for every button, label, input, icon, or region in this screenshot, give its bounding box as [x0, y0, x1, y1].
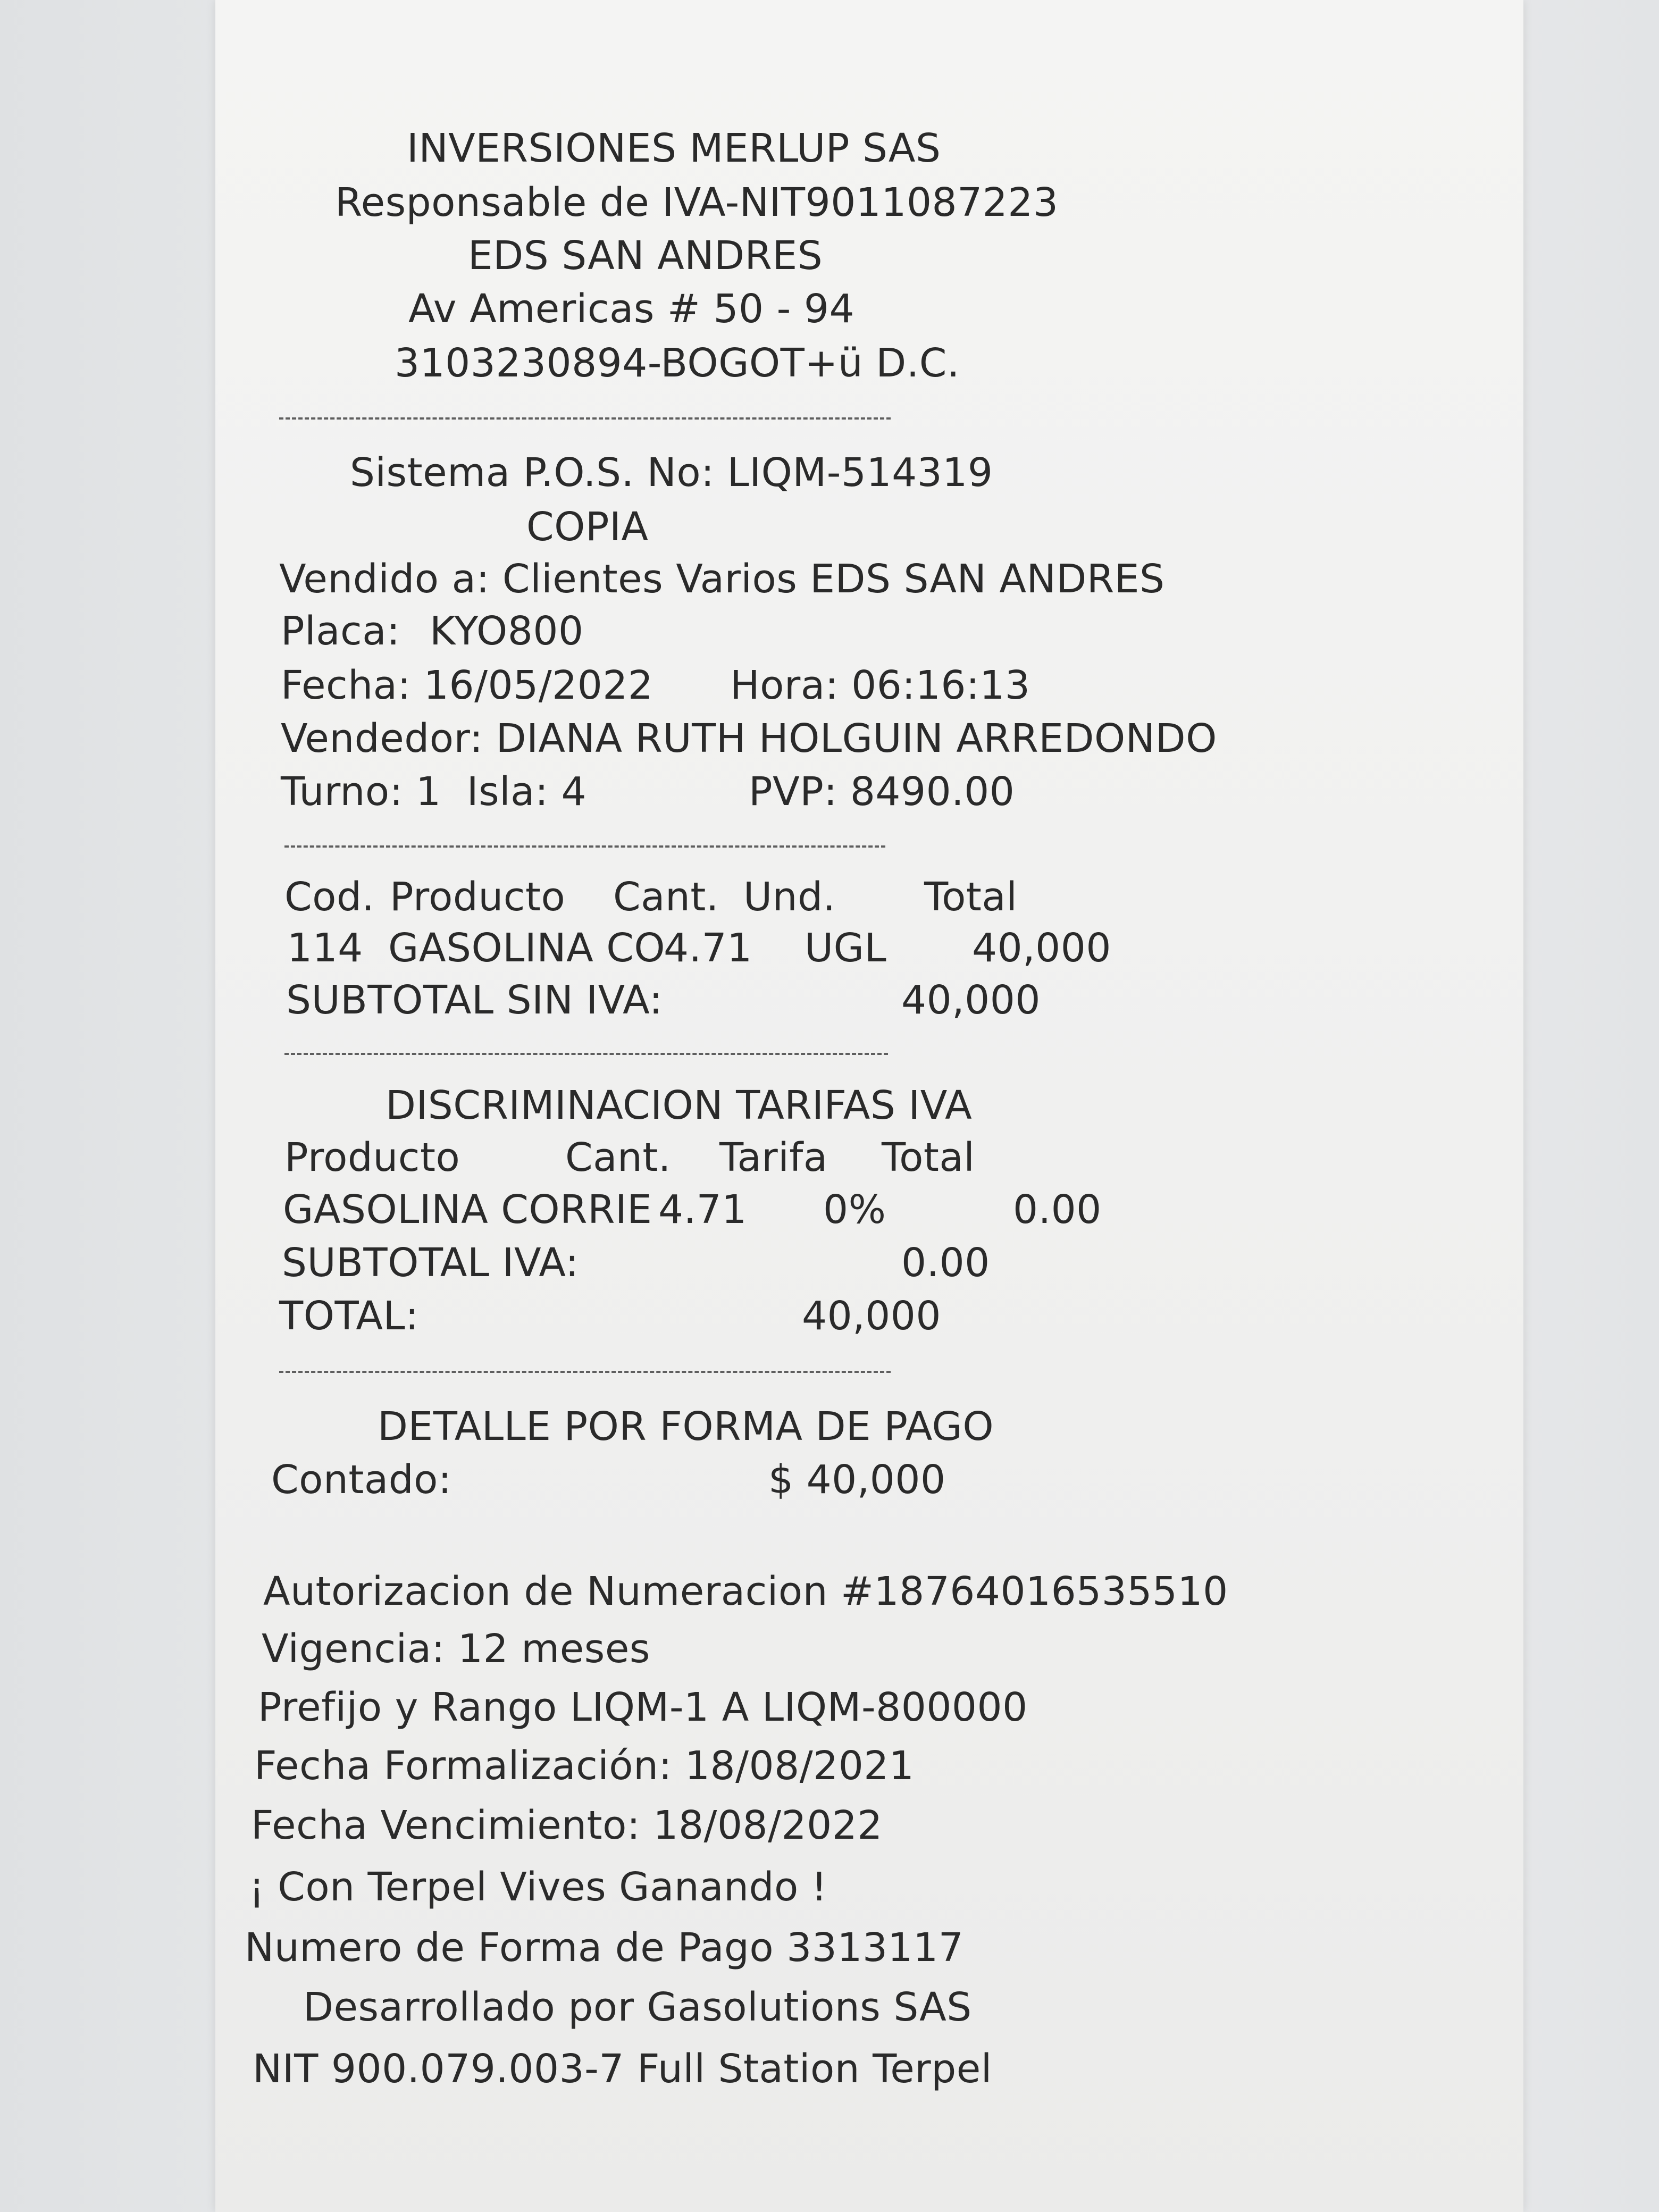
seller-name: Vendedor: DIANA RUTH HOLGUIN ARREDONDO — [281, 716, 1217, 761]
payment-detail-title: DETALLE POR FORMA DE PAGO — [378, 1404, 994, 1449]
col-header-product: Producto — [390, 874, 566, 920]
payment-method-label: Contado: — [271, 1457, 452, 1503]
item-total: 40,000 — [972, 925, 1111, 971]
tax-id-line: Responsable de IVA-NIT9011087223 — [335, 180, 1059, 225]
col-header-qty: Cant. — [613, 874, 719, 920]
prefix-range: Prefijo y Rango LIQM-1 A LIQM-800000 — [258, 1685, 1028, 1730]
grand-total-value: 40,000 — [802, 1293, 941, 1339]
authorization-validity: Vigencia: 12 meses — [262, 1626, 650, 1672]
tax-col-product: Producto — [284, 1135, 460, 1180]
col-header-unit: Und. — [743, 874, 836, 920]
subtotal-no-tax-label: SUBTOTAL SIN IVA: — [286, 977, 663, 1023]
divider-3 — [284, 1053, 888, 1055]
plate-label: Placa: — [281, 608, 400, 654]
sold-to: Vendido a: Clientes Varios EDS SAN ANDRES — [279, 556, 1165, 602]
numbering-authorization: Autorizacion de Numeracion #18764016535510 — [263, 1569, 1228, 1614]
shift-island: Turno: 1 Isla: 4 — [281, 769, 587, 815]
payment-form-number: Numero de Forma de Pago 3313117 — [245, 1925, 964, 1971]
tax-col-total: Total — [882, 1135, 975, 1180]
divider-2 — [284, 845, 885, 848]
item-unit: UGL — [805, 925, 887, 971]
subtotal-tax-label: SUBTOTAL IVA: — [282, 1240, 579, 1286]
tax-col-qty: Cant. — [565, 1135, 671, 1180]
item-product: GASOLINA CO — [388, 925, 666, 971]
expiration-date: Fecha Vencimiento: 18/08/2022 — [251, 1803, 883, 1848]
company-name: INVERSIONES MERLUP SAS — [407, 125, 941, 171]
sale-time: Hora: 06:16:13 — [730, 663, 1030, 708]
station-address: Av Americas # 50 - 94 — [408, 286, 855, 332]
tax-row-product: GASOLINA CORRIE — [283, 1187, 652, 1233]
slogan: ¡ Con Terpel Vives Ganando ! — [249, 1864, 827, 1910]
subtotal-no-tax-value: 40,000 — [901, 977, 1041, 1023]
sale-date: Fecha: 16/05/2022 — [281, 663, 653, 708]
item-qty: 4.71 — [664, 925, 752, 971]
developer-nit: NIT 900.079.003-7 Full Station Terpel — [253, 2046, 992, 2092]
copy-label: COPIA — [526, 504, 649, 550]
plate-value: KYO800 — [430, 608, 584, 654]
developer-credit: Desarrollado por Gasolutions SAS — [303, 1984, 972, 2030]
pos-system-number: Sistema P.O.S. No: LIQM-514319 — [350, 450, 993, 496]
col-header-total: Total — [924, 874, 1018, 920]
tax-row-rate: 0% — [823, 1187, 886, 1233]
tax-row-qty: 4.71 — [658, 1187, 747, 1233]
col-header-code: Cod. — [284, 874, 375, 920]
payment-method-value: $ 40,000 — [768, 1457, 946, 1503]
tax-col-rate: Tarifa — [719, 1135, 828, 1180]
station-name: EDS SAN ANDRES — [468, 233, 823, 279]
pvp-price: PVP: 8490.00 — [749, 769, 1015, 815]
phone-city: 3103230894-BOGOT+ü D.C. — [395, 340, 960, 386]
subtotal-tax-value: 0.00 — [901, 1240, 990, 1286]
divider-4 — [279, 1371, 891, 1373]
grand-total-label: TOTAL: — [279, 1293, 419, 1339]
tax-row-total: 0.00 — [1013, 1187, 1102, 1233]
item-code: 114 — [287, 925, 363, 971]
formalization-date: Fecha Formalización: 18/08/2021 — [254, 1743, 915, 1789]
tax-breakdown-title: DISCRIMINACION TARIFAS IVA — [386, 1083, 973, 1128]
divider-1 — [279, 417, 891, 420]
